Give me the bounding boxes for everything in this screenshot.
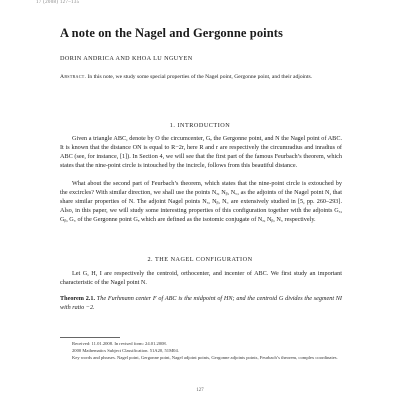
footnote-received: Received: 11.01.2008. In revised form: 24.01.2008. (72, 341, 167, 346)
paper-authors: DORIN ANDRICA AND KHOA LU NGUYEN (60, 55, 193, 62)
theorem-label: Theorem 2.1. (60, 295, 95, 302)
nagel-paragraph-1: Let G, H, I are respectively the centroid, orthocenter, and incenter of ABC. We first study an important characteristic of the Nagel point N. (60, 270, 342, 286)
running-header: 17 (2008) 127–135 (36, 0, 80, 5)
section-heading-nagel: 2. THE NAGEL CONFIGURATION (147, 256, 253, 263)
theorem-text: The Furhmann center F of ABC is the midpoint of HN; and the centroid G divides the segment NI with ratio −2. (60, 295, 342, 311)
page-number: 127 (196, 388, 204, 393)
abstract (60, 73, 342, 81)
footnotes (60, 340, 342, 361)
intro-paragraph-1: Given a triangle ABC, denote by O the circumcenter, Gₑ the Gergonne point, and N the Nagel point of ABC. It is known that the distance ON is equal to R−2r, here R and r are respectively the circumradius and inradius of ABC (see, for instance, [1]). In Section 4, we will see that the first part of the famous Feurbach’s theorem, which states that the nine-point circle is intouched by the incircle, follows from this beautiful distance. (60, 135, 342, 169)
footnote-divider (60, 337, 120, 338)
theorem-2-1 (60, 295, 342, 313)
footnote-msc: 2000 Mathematics Subject Classification. 51A20, 51M04. (72, 348, 179, 353)
paper-title: A note on the Nagel and Gergonne points (60, 26, 284, 40)
intro-paragraph-2: What about the second part of Feurbach’s theorem, which states that the nine-point circle is extouched by the excircles? With similar direction, we shall use the points Nₐ, Nᵦ, N꜀, as the adjoints of the Nagel point N, that share similar properties of N. The adjoint Nagel points Nₐ, Nᵦ, N꜀ are extensively studied in [5, pp. 260–293]. Also, in this paper, we will study some interesting properties of this configuration together with the adjoints Gₐ, Gᵦ, G꜀ of the Gergonne point Gₑ which are defined as the isotomic conjugate of Nₐ, Nᵦ, N꜀ respectively. (60, 180, 342, 223)
abstract-text: In this note, we study some special properties of the Nagel point, Gergonne point, and their adjoints. (87, 74, 313, 80)
footnote-keywords: Key words and phrases. Nagel point, Gergonne point, Nagel adjoint points, Gergonne adjoints points, Feurbach’s theorem, complex coordinates. (72, 355, 338, 360)
abstract-label: Abstract. (60, 74, 87, 80)
section-heading-introduction: 1. INTRODUCTION (169, 122, 231, 129)
